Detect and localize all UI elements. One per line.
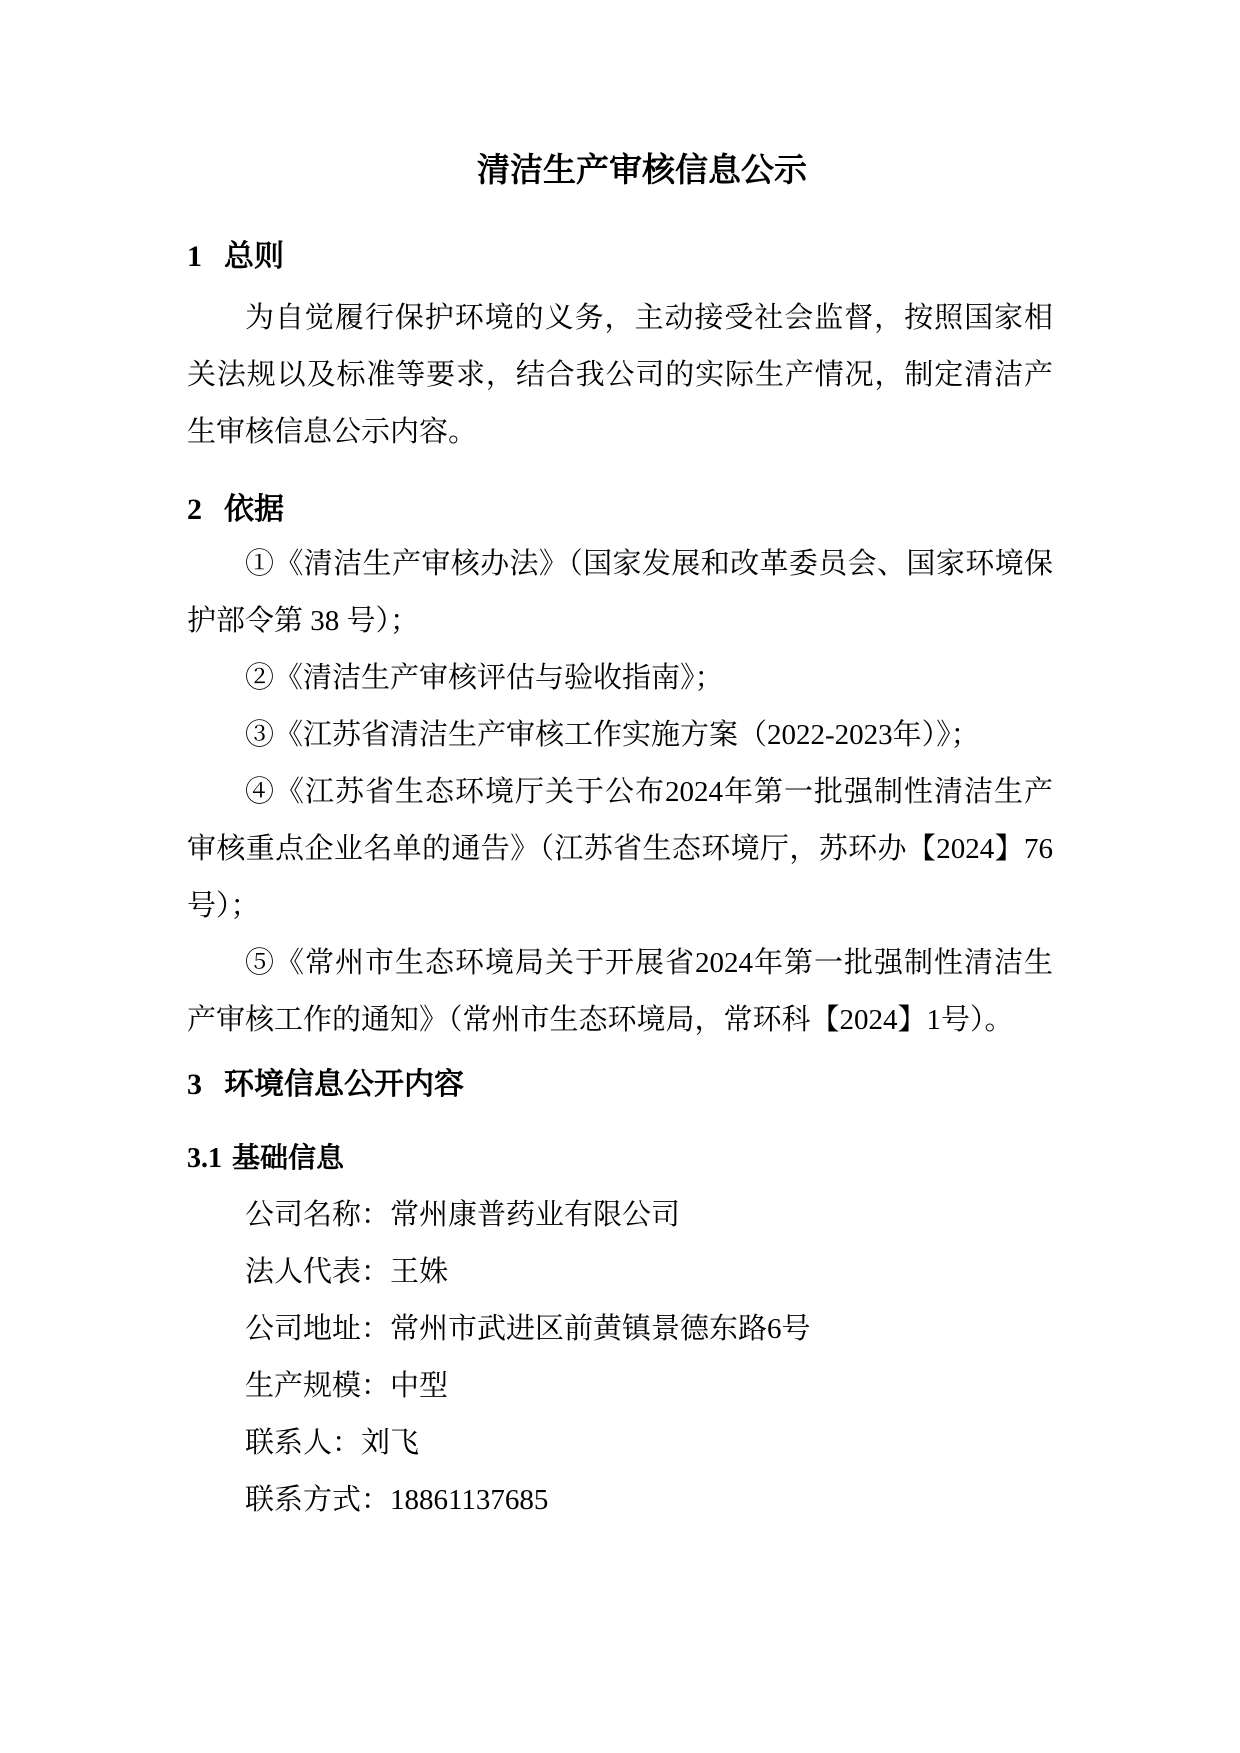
section-2-number: 2 bbox=[187, 493, 202, 526]
basis-item-1: ①《清洁生产审核办法》（国家发展和改革委员会、国家环境保护部令第 38 号）； bbox=[187, 548, 1053, 637]
info-line-company-name: 公司名称：常州康普药业有限公司 bbox=[245, 1199, 681, 1231]
info-line-contact-person: 联系人：刘飞 bbox=[245, 1427, 420, 1459]
section-3-number: 3 bbox=[187, 1068, 202, 1101]
info-line-legal-representative: 法人代表：王姝 bbox=[245, 1256, 449, 1288]
basic-info-block bbox=[187, 1187, 1053, 1529]
section-3-1-number: 3.1 bbox=[187, 1143, 222, 1174]
section-1-paragraph: 为自觉履行保护环境的义务，主动接受社会监督，按照国家相关法规以及标准等要求，结合我公司的实际生产情况，制定清洁产生审核信息公示内容。 bbox=[187, 302, 1053, 448]
basis-item-2: ②《清洁生产审核评估与验收指南》； bbox=[245, 662, 724, 694]
info-line-production-scale: 生产规模：中型 bbox=[245, 1370, 449, 1402]
section-1-title: 总则 bbox=[224, 240, 284, 273]
section-3-1-title: 基础信息 bbox=[232, 1143, 345, 1174]
basis-item-3: ③《江苏省清洁生产审核工作实施方案（2022-2023年）》； bbox=[245, 719, 980, 751]
section-3-heading bbox=[187, 1068, 1053, 1102]
section-2-heading bbox=[187, 493, 1053, 527]
basis-item-5: ⑤《常州市生态环境局关于开展省2024年第一批强制性清洁生产审核工作的通知》（常州市生态环境局，常环科【2024】1号）。 bbox=[187, 947, 1053, 1036]
info-line-company-address: 公司地址：常州市武进区前黄镇景德东路6号 bbox=[245, 1313, 811, 1345]
basis-list bbox=[187, 536, 1053, 1049]
section-3-title: 环境信息公开内容 bbox=[224, 1068, 464, 1101]
info-line-contact-phone: 联系方式：18861137685 bbox=[245, 1484, 549, 1516]
basis-item-4: ④《江苏省生态环境厅关于公布2024年第一批强制性清洁生产审核重点企业名单的通告》（江苏省生态环境厅，苏环办【2024】76号）； bbox=[187, 776, 1053, 922]
section-3-1-heading bbox=[187, 1143, 1053, 1175]
document-title: 清洁生产审核信息公示 bbox=[477, 153, 807, 189]
section-1-heading bbox=[187, 240, 1053, 274]
section-2-title: 依据 bbox=[224, 493, 284, 526]
section-1-number: 1 bbox=[187, 240, 202, 273]
